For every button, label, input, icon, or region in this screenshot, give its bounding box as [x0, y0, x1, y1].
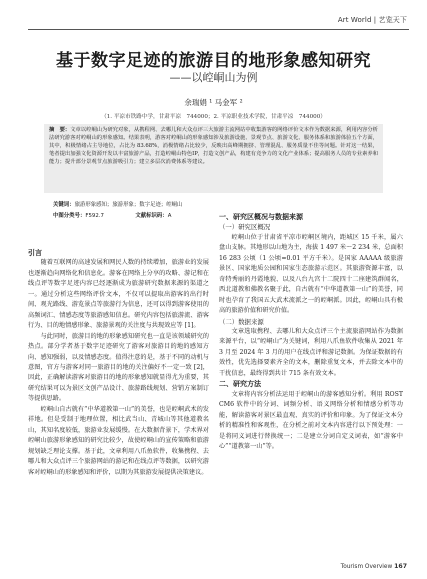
abstract-box — [44, 124, 383, 193]
intro-paragraph-3: 崆峒山自古就有“中华道教第一山”的美誉，也是崆峒武术的发祥地。但是受制于地理位置，相比武当山、青城山等其他道教名山，其知名度较低，旅游业发展缓慢。在大数据背景下，学术界对崆峒山旅游形象感知的研究比较少，故使崆峒山的宣传策略和旅游规划缺乏理论支撑。基于此，文章利用八爪鱼软件，收集携程、去哪儿和大众点评三个旅游网站的游记和在线点评等数据，以研究游客对崆峒山的形象感知和评价，以期为其旅游发展提供决策建议。 — [28, 405, 209, 476]
classification-label: 中图分类号： — [53, 213, 86, 219]
section1-subheading-2: （二）数据来源 — [219, 317, 264, 326]
affiliation: （1. 平凉市铁路中学，甘肃平凉 744000；2. 平凉职业技术学院，甘肃平凉 744000） — [101, 114, 326, 120]
keywords-text: 旅游形象感知；旅游形象；数字足迹；崆峒山 — [74, 202, 183, 208]
classification-row — [53, 211, 171, 219]
doc-code-label: 文献标识码： — [135, 213, 168, 219]
article-subtitle: ——以崆峒山为例 — [169, 71, 258, 84]
intro-paragraph-1: 随着互联网的高速发展和网民人数的持续增加，旅游业的发展也逐渐趋向网络化和信息化。游客在网络上分享的攻略、游记和在线点评等数字足迹内容已经逐渐成为旅游研究数据来源的渠道之一。通过分析这些网络评价文本，不仅可以提取出游客的出行时间、观光路线、游览景点等旅游行为信息，还可以得到游客使用的高频词汇、情感态度等旅游感知信息。研究内容包括旅游流、游客行为、目的地情感形象、旅游景观的关注度与共现效应等 [1]。 — [28, 259, 209, 330]
intro-heading: 引言 — [28, 249, 42, 257]
section1-subheading-1: （一）研究区概况 — [219, 223, 271, 232]
footer-journal: Tourism Overview — [340, 564, 393, 570]
header-divider — [28, 29, 409, 30]
abstract-label: 摘 要： — [49, 127, 71, 133]
article-title: 基于数字足迹的旅游目的地形象感知研究 — [56, 51, 371, 71]
section1-paragraph-1: 崆峒山位于甘肃省平凉市崆峒区境内，距城区 15 千米，属六盘山支脉。其地形以山地为主，海拔 1 497 米～2 234 米，总面积 16 283 公顷（1 公顷=0.01 平方千米）。是国家 AAAAA 级旅游景区、国家地质公园和国家生态旅游示范区。其旅游资源丰富，以奇特秀丽的丹霞地貌、以及八台九宫十二院四十二座建筑群闻名，西北道教和佛教名聚于此，自古就有“中华道教第一山”的美誉，同时也孕育了我国五大武术流派之一的崆峒派。因此，崆峒山具有极高的旅游价值和研究价值。 — [219, 233, 403, 315]
abstract-text: 文章以崆峒山为研究对象，从携程网、去哪儿和大众点评三大旅游主流网站中收集游客的网络评价文本作为数据来源，利用内容分析法研究游客对崆峒山的形象感知。结果表明，游客对崆峒山的形象感知涉及旅游设施、景观节点、旅游文化、服务体系和旅游体验五个方面，其中，积极情绪占主导地位，占比为 83.68%，消极情绪占比较少，反映出高峰期拥挤、管理混乱、服务质量不佳等问题。针对这一结果，笔者提出加强文化资源开发以丰富旅游产品，打造崆峒山特色IP，打造文创产品，构建有竞争力的文化产业体系；提高服务人员的专业素养和能力；提升部分景观节点旅游吸引力；建立多层次消费体系等建议。 — [49, 127, 378, 165]
left-column — [28, 248, 209, 478]
page-footer — [341, 563, 407, 570]
keywords-label: 关键词： — [53, 202, 75, 208]
section2-heading: 二、研究方法 — [219, 380, 261, 389]
keywords-row — [53, 200, 182, 208]
section2-paragraph-1: 文章将内容分析法运用于崆峒山的游客感知分析。利用 ROST CM6 软件中的分词、词频分析、语义网络分析和情感分析等功能，解读游客对景区最直观、真实的评价和印象。为了保证文本分析的精准性和客观性，在分析之前对文本内容进行以下预处理：一是将同义词进行替换统一；二是建立分词自定义词表，如“游客中心”“道教第一山”等。 — [219, 390, 403, 450]
section1-heading: 一、研究区概况与数据来源 — [219, 213, 303, 221]
journal-section-label: Art World | 艺览天下 — [337, 16, 407, 24]
section1-paragraph-2: 文章选取携程、去哪儿和大众点评三个主流旅游网站作为数据来源平台，以“崆峒山”为关键词，利用八爪鱼软件收集从 2021 年 3 月至 2024 年 3 月的用户在线点评和游记数据。为保证数据的有效性，优先选择要素齐全的文本，删除重复文本，并去除文本中的干扰信息，最终得到共计 715 条有效文本。 — [219, 327, 403, 377]
page-number: 167 — [394, 563, 407, 570]
doc-code-value: A — [167, 213, 172, 219]
right-column — [219, 212, 403, 452]
page-header — [0, 0, 427, 30]
authors: 余瑞娟 ¹ 马金军 ² — [184, 98, 243, 107]
classification-value: F592.7 — [85, 213, 104, 219]
intro-paragraph-2: 与此同时，旅游目的地的形象感知研究也一直是该领域研究的热点。部分学者基于数字足迹研究了游客对旅游目的地的感知方向、感知强弱，以及情感态度。值得注意的是，基于不同的动机与意图，官方与游客对同一旅游目的地的关注偏好不一定一致 [2]，因此，正确解读游客对旅游目的地的形象感知就显得尤为重要，其研究结果可以为景区文创产品设计、旅游路线规划、营销方案制订等提供思路。 — [28, 332, 209, 403]
